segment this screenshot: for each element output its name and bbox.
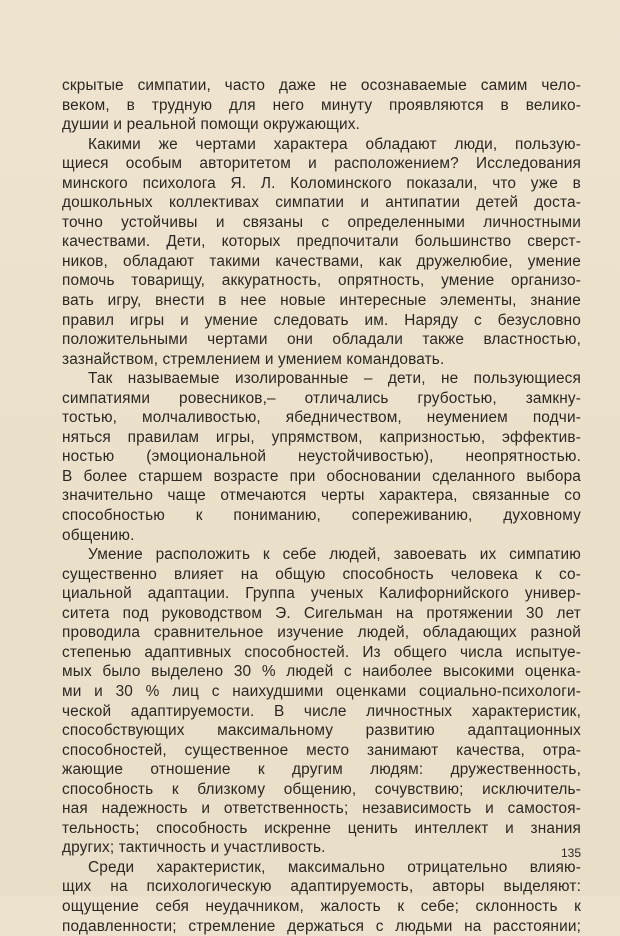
text-line: циальной адаптации. Группа ученых Калифорнийского универ- bbox=[62, 585, 581, 603]
paragraph-4 bbox=[62, 545, 581, 858]
text-line: В более старшем возрасте при обосновании сделанного выбора bbox=[62, 467, 581, 485]
text-line: качествами. Дети, которых предпочитали большинство сверст- bbox=[62, 233, 581, 251]
text-line: мых было выделено 30 % людей с наиболее высокими оценка- bbox=[62, 663, 581, 681]
text-line: способностей, существенное место занимают качества, отра- bbox=[62, 741, 581, 759]
text-line: ми и 30 % лиц с наихудшими оценками социально-психологи- bbox=[62, 682, 581, 700]
text-line: тостью, молчаливостью, ябедничеством, неумением подчи- bbox=[62, 409, 581, 427]
text-line: няться правилам игры, упрямством, капризностью, эффектив- bbox=[62, 428, 581, 446]
text-line: проводила сравнительное изучение людей, обладающих разной bbox=[62, 624, 581, 642]
text-line: значительно чаще отмечаются черты характера, связанные со bbox=[62, 487, 581, 505]
text-line: зазнайством, стремлением и умением командовать. bbox=[62, 350, 445, 368]
paragraph-5 bbox=[62, 858, 581, 936]
text-line: Умение расположить к себе людей, завоевать их симпатию bbox=[88, 546, 581, 564]
text-line: Среди характеристик, максимально отрицательно влияю- bbox=[88, 858, 581, 876]
text-line: минского психолога Я. Л. Коломинского показали, что уже в bbox=[62, 174, 581, 192]
text-line: общению. bbox=[62, 526, 135, 544]
text-line: симпатиями ровесников,– отличались грубостью, замкну- bbox=[62, 389, 581, 407]
text-line: точно устойчивы и связаны с определенными личностными bbox=[62, 213, 581, 231]
text-line: скрытые симпатии, часто даже не осознаваемые самим чело- bbox=[62, 77, 581, 94]
text-line: положительными чертами они обладали также властностью, bbox=[62, 331, 581, 349]
text-line: дошкольных коллективах симпатии и антипатии детей доста- bbox=[62, 194, 581, 212]
text-line: ников, обладают такими качествами, как дружелюбие, умение bbox=[62, 252, 581, 270]
text-line: ческой адаптируемости. В числе личностных характеристик, bbox=[62, 702, 581, 720]
text-line: существенно влияет на общую способность человека к со- bbox=[62, 565, 581, 583]
text-line: ная надежность и ответственность; независимость и самостоя- bbox=[62, 800, 581, 818]
body-text bbox=[62, 76, 581, 936]
text-line: Так называемые изолированные – дети, не пользующиеся bbox=[88, 370, 581, 388]
text-line: ощущение себя неудачником, жалость к себе; склонность к bbox=[62, 897, 581, 915]
text-line: подавленности; стремление держаться с людьми на расстоянии; bbox=[62, 917, 581, 935]
text-line: способностью к пониманию, сопереживанию, духовному bbox=[62, 507, 581, 525]
text-line: ностью (эмоциональной неустойчивостью), неопрятностью. bbox=[62, 448, 581, 466]
text-line: степенью адаптивных способностей. Из общего числа испытуе- bbox=[62, 643, 581, 661]
text-line: веком, в трудную для него минуту проявляются в велико- bbox=[62, 96, 581, 114]
text-line: других; тактичность и участливость. bbox=[62, 839, 326, 857]
text-line: правил игры и умение следовать им. Наряду с безусловно bbox=[62, 311, 581, 329]
text-line: тельность; способность искренне ценить интеллект и знания bbox=[62, 819, 581, 837]
page-number: 135 bbox=[561, 846, 582, 860]
text-line: щих на психологическую адаптируемость, авторы выделяют: bbox=[62, 878, 581, 896]
paragraph-3 bbox=[62, 369, 581, 545]
text-line: Какими же чертами характера обладают люди, пользую- bbox=[88, 135, 581, 153]
text-line: душии и реальной помощи окружающих. bbox=[62, 116, 360, 134]
text-line: способность к близкому общению, сочувствию; исключитель- bbox=[62, 780, 581, 798]
text-line: помочь товарищу, аккуратность, опрятность, умение организо- bbox=[62, 272, 581, 290]
text-line: ситета под руководством Э. Сигельман на протяжении 30 лет bbox=[62, 604, 581, 622]
paragraph-1 bbox=[62, 76, 581, 135]
text-line: вать игру, внести в нее новые интересные элементы, знание bbox=[62, 292, 581, 310]
text-line: жающие отношение к другим людям: дружественность, bbox=[62, 761, 581, 779]
text-line: щиеся особым авторитетом и расположением? Исследования bbox=[62, 155, 581, 173]
text-line: способствующих максимальному развитию адаптационных bbox=[62, 722, 581, 740]
paragraph-2 bbox=[62, 135, 581, 370]
